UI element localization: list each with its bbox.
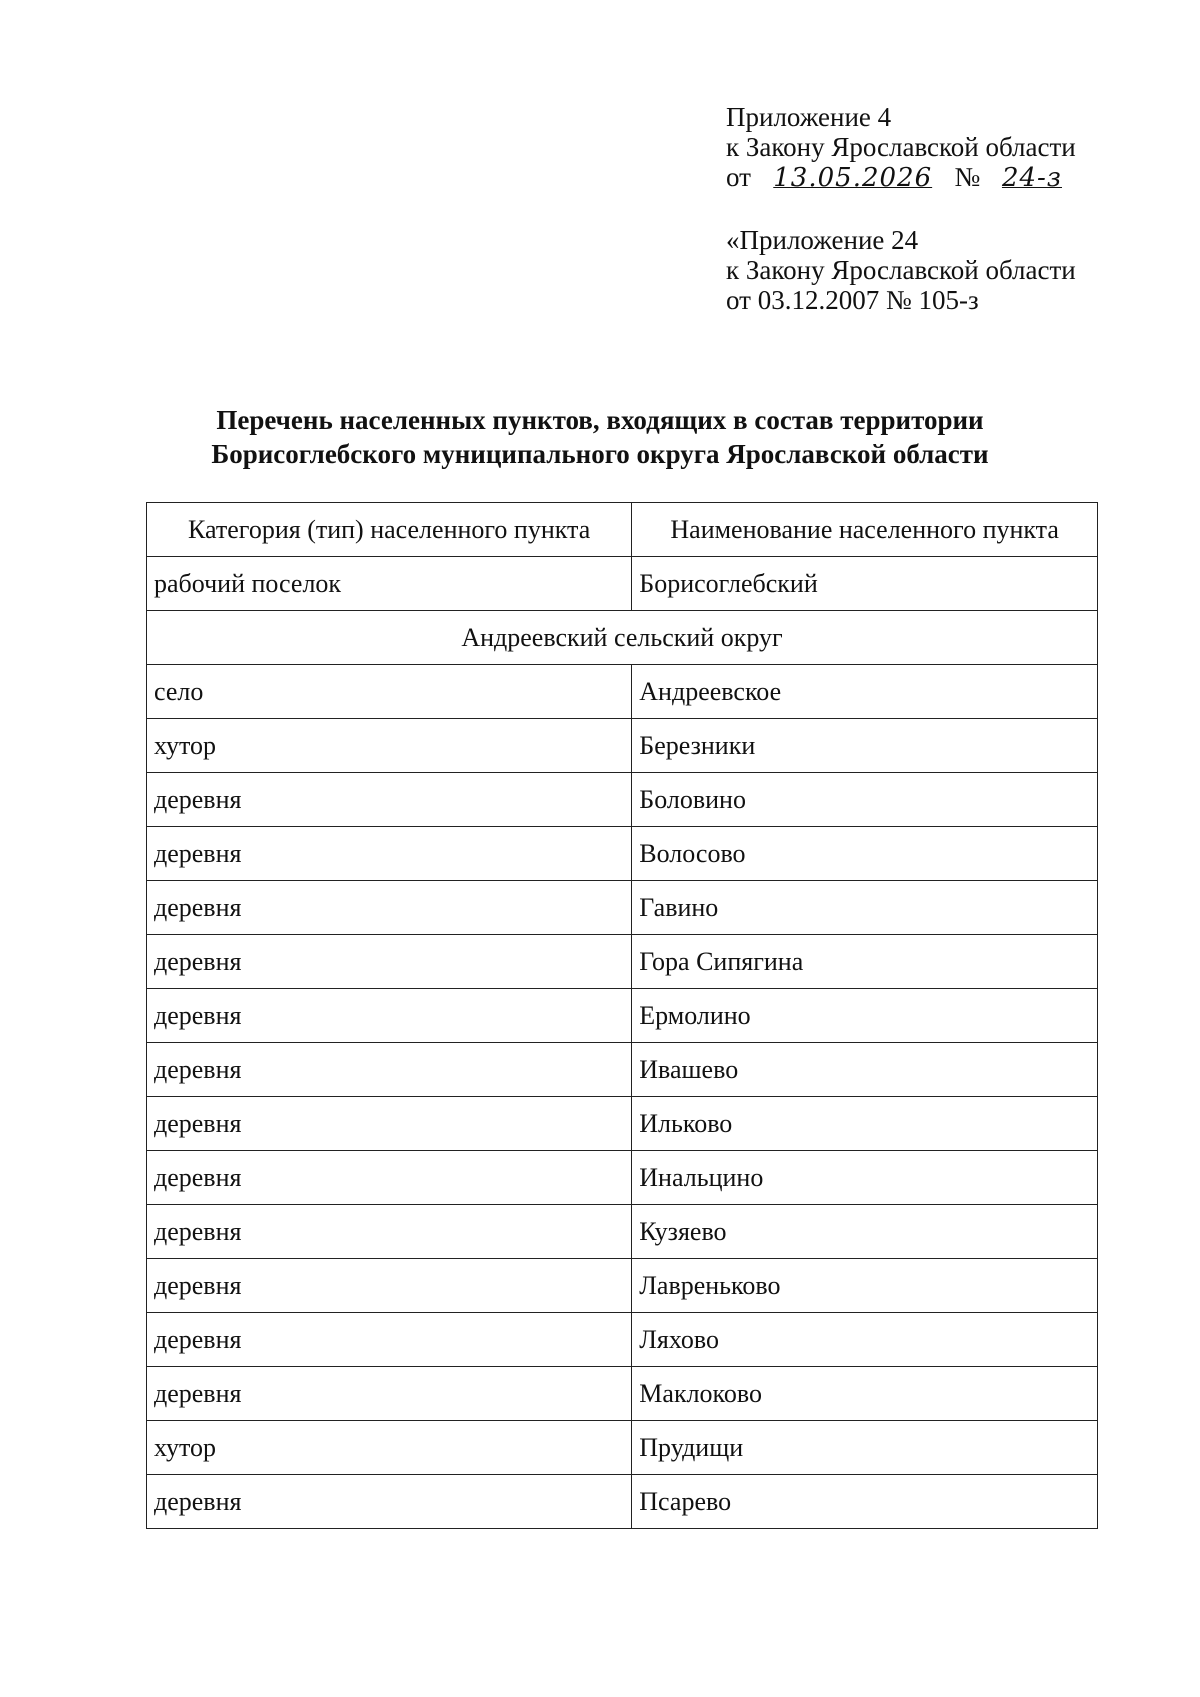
document-title: [0, 403, 1200, 471]
name-cell: Псарево: [632, 1475, 1098, 1529]
table-row: [147, 827, 1098, 881]
category-cell: деревня: [147, 935, 632, 989]
table-row: [147, 935, 1098, 989]
name-cell: Гавино: [632, 881, 1098, 935]
category-cell: хутор: [147, 1421, 632, 1475]
table-row: [147, 1097, 1098, 1151]
table-row: [147, 719, 1098, 773]
name-cell: Маклоково: [632, 1367, 1098, 1421]
table-row: [147, 773, 1098, 827]
name-cell: Боловино: [632, 773, 1098, 827]
category-cell: село: [147, 665, 632, 719]
header-category: Категория (тип) населенного пункта: [147, 503, 632, 557]
name-cell: Лавреньково: [632, 1259, 1098, 1313]
original-law-date: от 03.12.2007 № 105-з: [726, 285, 979, 315]
district-row: [147, 611, 1098, 665]
appendix-title: Приложение 4: [726, 102, 892, 132]
table-row: [147, 1475, 1098, 1529]
title-line-1: Перечень населенных пунктов, входящих в состав территории: [216, 405, 984, 435]
name-cell: Ильково: [632, 1097, 1098, 1151]
table-row: [147, 557, 1098, 611]
category-cell: деревня: [147, 827, 632, 881]
appendix-block: [726, 102, 1077, 315]
district-cell: Андреевский сельский округ: [147, 611, 1098, 665]
original-appendix-title: «Приложение 24: [726, 225, 919, 255]
category-cell: деревня: [147, 1475, 632, 1529]
table-row: [147, 1205, 1098, 1259]
table-row: [147, 1421, 1098, 1475]
table-row: [147, 1259, 1098, 1313]
name-cell: Волосово: [632, 827, 1098, 881]
category-cell: рабочий поселок: [147, 557, 632, 611]
name-cell: Борисоглебский: [632, 557, 1098, 611]
category-cell: деревня: [147, 1097, 632, 1151]
name-cell: Инальцино: [632, 1151, 1098, 1205]
header-name: Наименование населенного пункта: [632, 503, 1098, 557]
date-prefix: от: [726, 162, 751, 192]
name-cell: Ермолино: [632, 989, 1098, 1043]
name-cell: Кузяево: [632, 1205, 1098, 1259]
handwritten-date: 13.05.2026: [773, 163, 933, 193]
table-row: [147, 881, 1098, 935]
table-row: [147, 1313, 1098, 1367]
appendix-date-line: [726, 162, 1077, 193]
handwritten-number: 24-з: [1001, 163, 1062, 193]
table-row: [147, 989, 1098, 1043]
category-cell: деревня: [147, 1043, 632, 1097]
category-cell: деревня: [147, 1205, 632, 1259]
name-cell: Андреевское: [632, 665, 1098, 719]
category-cell: деревня: [147, 989, 632, 1043]
settlements-table: [146, 502, 1098, 1529]
table-header-row: [147, 503, 1098, 557]
category-cell: деревня: [147, 1259, 632, 1313]
appendix-law-ref: к Закону Ярославской области: [726, 132, 1076, 162]
category-cell: деревня: [147, 1313, 632, 1367]
table-row: [147, 1043, 1098, 1097]
category-cell: деревня: [147, 1367, 632, 1421]
category-cell: деревня: [147, 1151, 632, 1205]
name-cell: Прудищи: [632, 1421, 1098, 1475]
table-row: [147, 1367, 1098, 1421]
name-cell: Ивашево: [632, 1043, 1098, 1097]
name-cell: Ляхово: [632, 1313, 1098, 1367]
name-cell: Березники: [632, 719, 1098, 773]
original-law-ref: к Закону Ярославской области: [726, 255, 1076, 285]
title-line-2: Борисоглебского муниципального округа Ярославской области: [211, 439, 989, 469]
table-row: [147, 665, 1098, 719]
category-cell: деревня: [147, 881, 632, 935]
number-sign: №: [954, 162, 981, 192]
category-cell: деревня: [147, 773, 632, 827]
category-cell: хутор: [147, 719, 632, 773]
table-row: [147, 1151, 1098, 1205]
name-cell: Гора Сипягина: [632, 935, 1098, 989]
